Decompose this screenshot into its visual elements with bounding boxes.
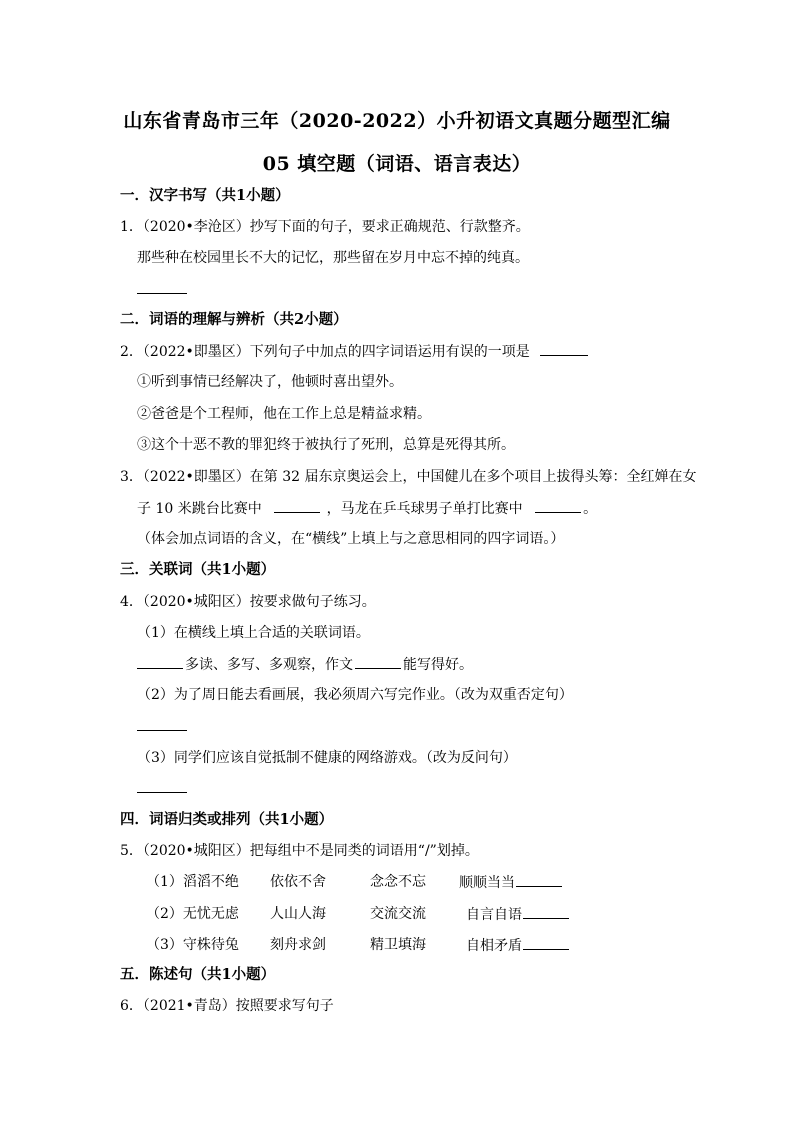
doc-title-line2: 05 填空题（词语、语言表达） [262,153,532,175]
section-heading-1: 一．汉字书写（共1小题） [120,187,290,204]
q5-row2-word1: （2）无忧无虑 [146,906,239,922]
q5-row2-word3: 交流交流 [370,906,426,922]
q5-row1-blank [516,873,562,887]
q3-stem: 3．（2022•即墨区）在第 32 届东京奥运会上，中国健儿在多个项目上拔得头筹：全红婵在女 [120,469,697,485]
doc-title-line1: 山东省青岛市三年（2020-2022）小升初语文真题分题型汇编 [123,110,671,132]
q5-row1-word3: 念念不忘 [370,874,426,890]
q4-part-2-answer-blank [137,729,187,731]
q3-note: （体会加点词语的含义，在“横线”上填上与之意思相同的四字词语。） [137,531,565,547]
q4-blank-1 [137,655,183,669]
q6-stem: 6．（2021•青岛）按照要求写句子 [120,998,334,1014]
q4-part-2: （2）为了周日能去看画展，我必须周六写完作业。（改为双重否定句） [137,687,573,703]
q2-stem: 2．（2022•即墨区）下列句子中加点的四字词语运用有误的一项是 [120,344,530,360]
section-heading-3: 三．关联词（共1小题） [120,561,276,578]
q1-sentence: 那些种在校园里长不大的记忆，那些留在岁月中忘不掉的纯真。 [137,250,529,266]
q2-option-2: ②爸爸是个工程师，他在工作上总是精益求精。 [137,406,431,422]
q5-row2-blank [523,905,569,919]
q5-row1-word2: 依依不舍 [270,874,326,890]
q3-blank-1 [274,499,320,513]
q3-line2-part-a: 子 10 米跳台比赛中 [137,501,262,517]
q4-stem: 4．（2020•城阳区）按要求做句子练习。 [120,594,376,610]
q4-part-3-answer-blank [137,791,187,793]
q4-part-1-text-b: 能写得好。 [403,657,473,673]
q2-stem-line [120,342,590,361]
section-heading-2: 二．词语的理解与辨析（共2小题） [120,311,348,328]
q5-row3-word1: （3）守株待兔 [146,937,239,953]
q2-option-3: ③这个十恶不教的罪犯终于被执行了死刑，总算是死得其所。 [137,437,515,453]
q5-row1-word1: （1）滔滔不绝 [146,874,239,890]
q4-part-3: （3）同学们应该自觉抵制不健康的网络游戏。（改为反问句） [137,750,517,766]
q3-line2 [137,499,597,518]
q5-row3-word3: 精卫填海 [370,937,426,953]
q4-blank-2 [355,655,401,669]
q5-row2-word4: 自言自语 [466,905,571,924]
section-heading-4: 四．词语归类或排列（共1小题） [120,811,334,828]
q3-line2-part-b: ，马龙在乒乓球男子单打比赛中 [326,501,523,517]
q3-blank-2 [535,499,581,513]
q3-line2-part-c: 。 [583,501,598,517]
section-heading-5: 五．陈述句（共1小题） [120,966,276,983]
q5-row2-word2: 人山人海 [270,906,326,922]
q2-option-1: ①听到事情已经解决了，他顿时喜出望外。 [137,374,403,390]
q2-answer-blank [540,342,588,356]
q5-stem: 5．（2020•城阳区）把每组中不是同类的词语用“/”划掉。 [120,843,479,859]
q1-stem: 1．（2020•李沧区）抄写下面的句子，要求正确规范、行款整齐。 [120,219,530,235]
q4-part-1-text-a: 多读、多写、多观察，作文 [185,657,353,673]
q5-row3-word2: 刻舟求剑 [270,937,326,953]
q1-answer-blank [137,292,187,294]
q5-row3-blank [523,936,569,950]
q4-part-1: （1）在横线上填上合适的关联词语。 [137,625,370,641]
q4-part-1-sentence [137,655,473,674]
q5-row1-word4: 顺顺当当 [459,873,564,892]
q5-row3-word4: 自相矛盾 [466,936,571,955]
